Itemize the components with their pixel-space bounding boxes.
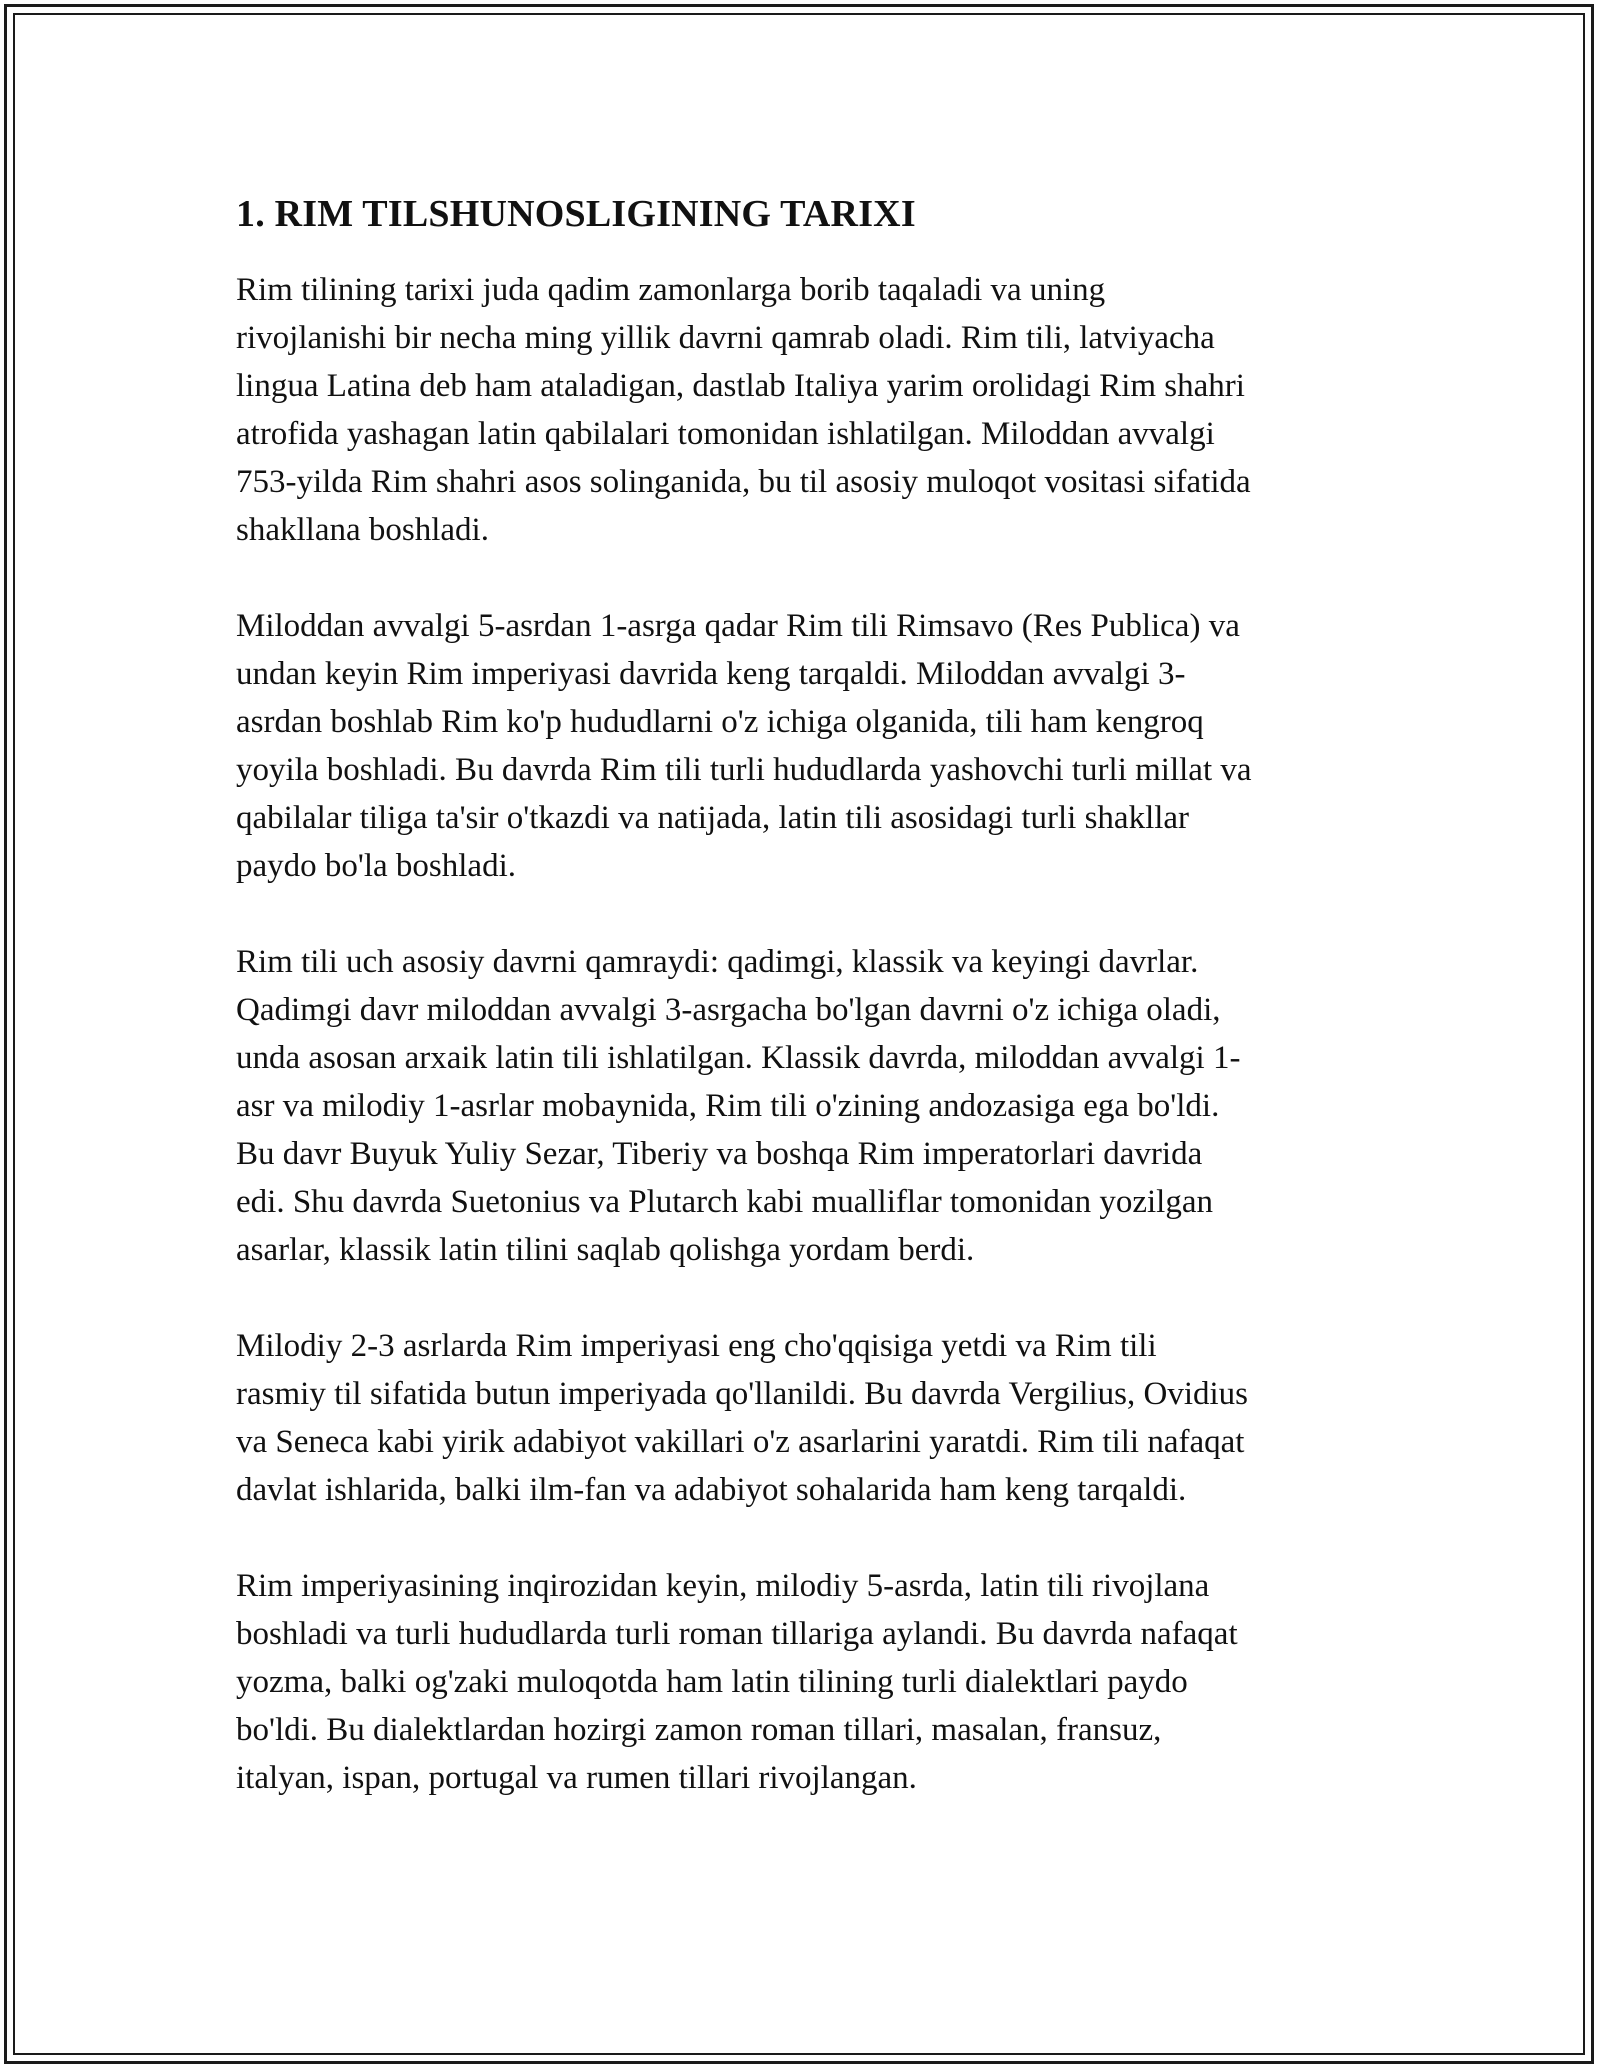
document-body [236, 190, 1366, 1850]
paragraph-1: Rim tilining tarixi juda qadim zamonlarga borib taqaladi va uning rivojlanishi bir necha ming yillik davrni qamrab oladi. Rim tili, latviyacha lingua Latina deb ham ataladigan, dastlab Italiya yarim orolidagi Rim shahri atrofida yashagan latin qabilalari tomonidan ishlatilgan. Miloddan avvalgi 753-yilda Rim shahri asos solinganida, bu til asosiy muloqot vositasi sifatida shakllana boshladi. [236, 272, 1251, 548]
paragraph-5: Rim imperiyasining inqirozidan keyin, milodiy 5-asrda, latin tili rivojlana boshladi va turli hududlarda turli roman tillariga aylandi. Bu davrda nafaqat yozma, balki og'zaki muloqotda ham latin tilining turli dialektlari paydo bo'ldi. Bu dialektlardan hozirgi zamon roman tillari, masalan, fransuz, italyan, ispan, portugal va rumen tillari rivojlangan. [236, 1568, 1238, 1796]
paragraph-2: Miloddan avvalgi 5-asrdan 1-asrga qadar Rim tili Rimsavo (Res Publica) va undan keyin Rim imperiyasi davrida keng tarqaldi. Miloddan avvalgi 3- asrdan boshlab Rim ko'p hududlarni o'z ichiga olganida, tili ham kengroq yoyila boshladi. Bu davrda Rim tili turli hududlarda yashovchi turli millat va qabilalar tiliga ta'sir o'tkazdi va natijada, latin tili asosidagi turli shakllar paydo bo'la boshladi. [236, 608, 1252, 884]
document-title: 1. RIM TILSHUNOSLIGINING TARIXI [236, 193, 916, 235]
paragraph-3: Rim tili uch asosiy davrni qamraydi: qadimgi, klassik va keyingi davrlar. Qadimgi davr miloddan avvalgi 3-asrgacha bo'lgan davrni o'z ichiga oladi, unda asosan arxaik latin tili ishlatilgan. Klassik davrda, miloddan avvalgi 1- asr va milodiy 1-asrlar mobaynida, Rim tili o'zining andozasiga ega bo'ldi. Bu davr Buyuk Yuliy Sezar, Tiberiy va boshqa Rim imperatorlari davrida edi. Shu davrda Suetonius va Plutarch kabi mualliflar tomonidan yozilgan asarlar, klassik latin tilini saqlab qolishga yordam berdi. [236, 944, 1241, 1268]
paragraph-4: Milodiy 2-3 asrlarda Rim imperiyasi eng cho'qqisiga yetdi va Rim tili rasmiy til sifatida butun imperiyada qo'llanildi. Bu davrda Vergilius, Ovidius va Seneca kabi yirik adabiyot vakillari o'z asarlarini yaratdi. Rim tili nafaqat davlat ishlarida, balki ilm-fan va adabiyot sohalarida ham keng tarqaldi. [236, 1328, 1249, 1508]
